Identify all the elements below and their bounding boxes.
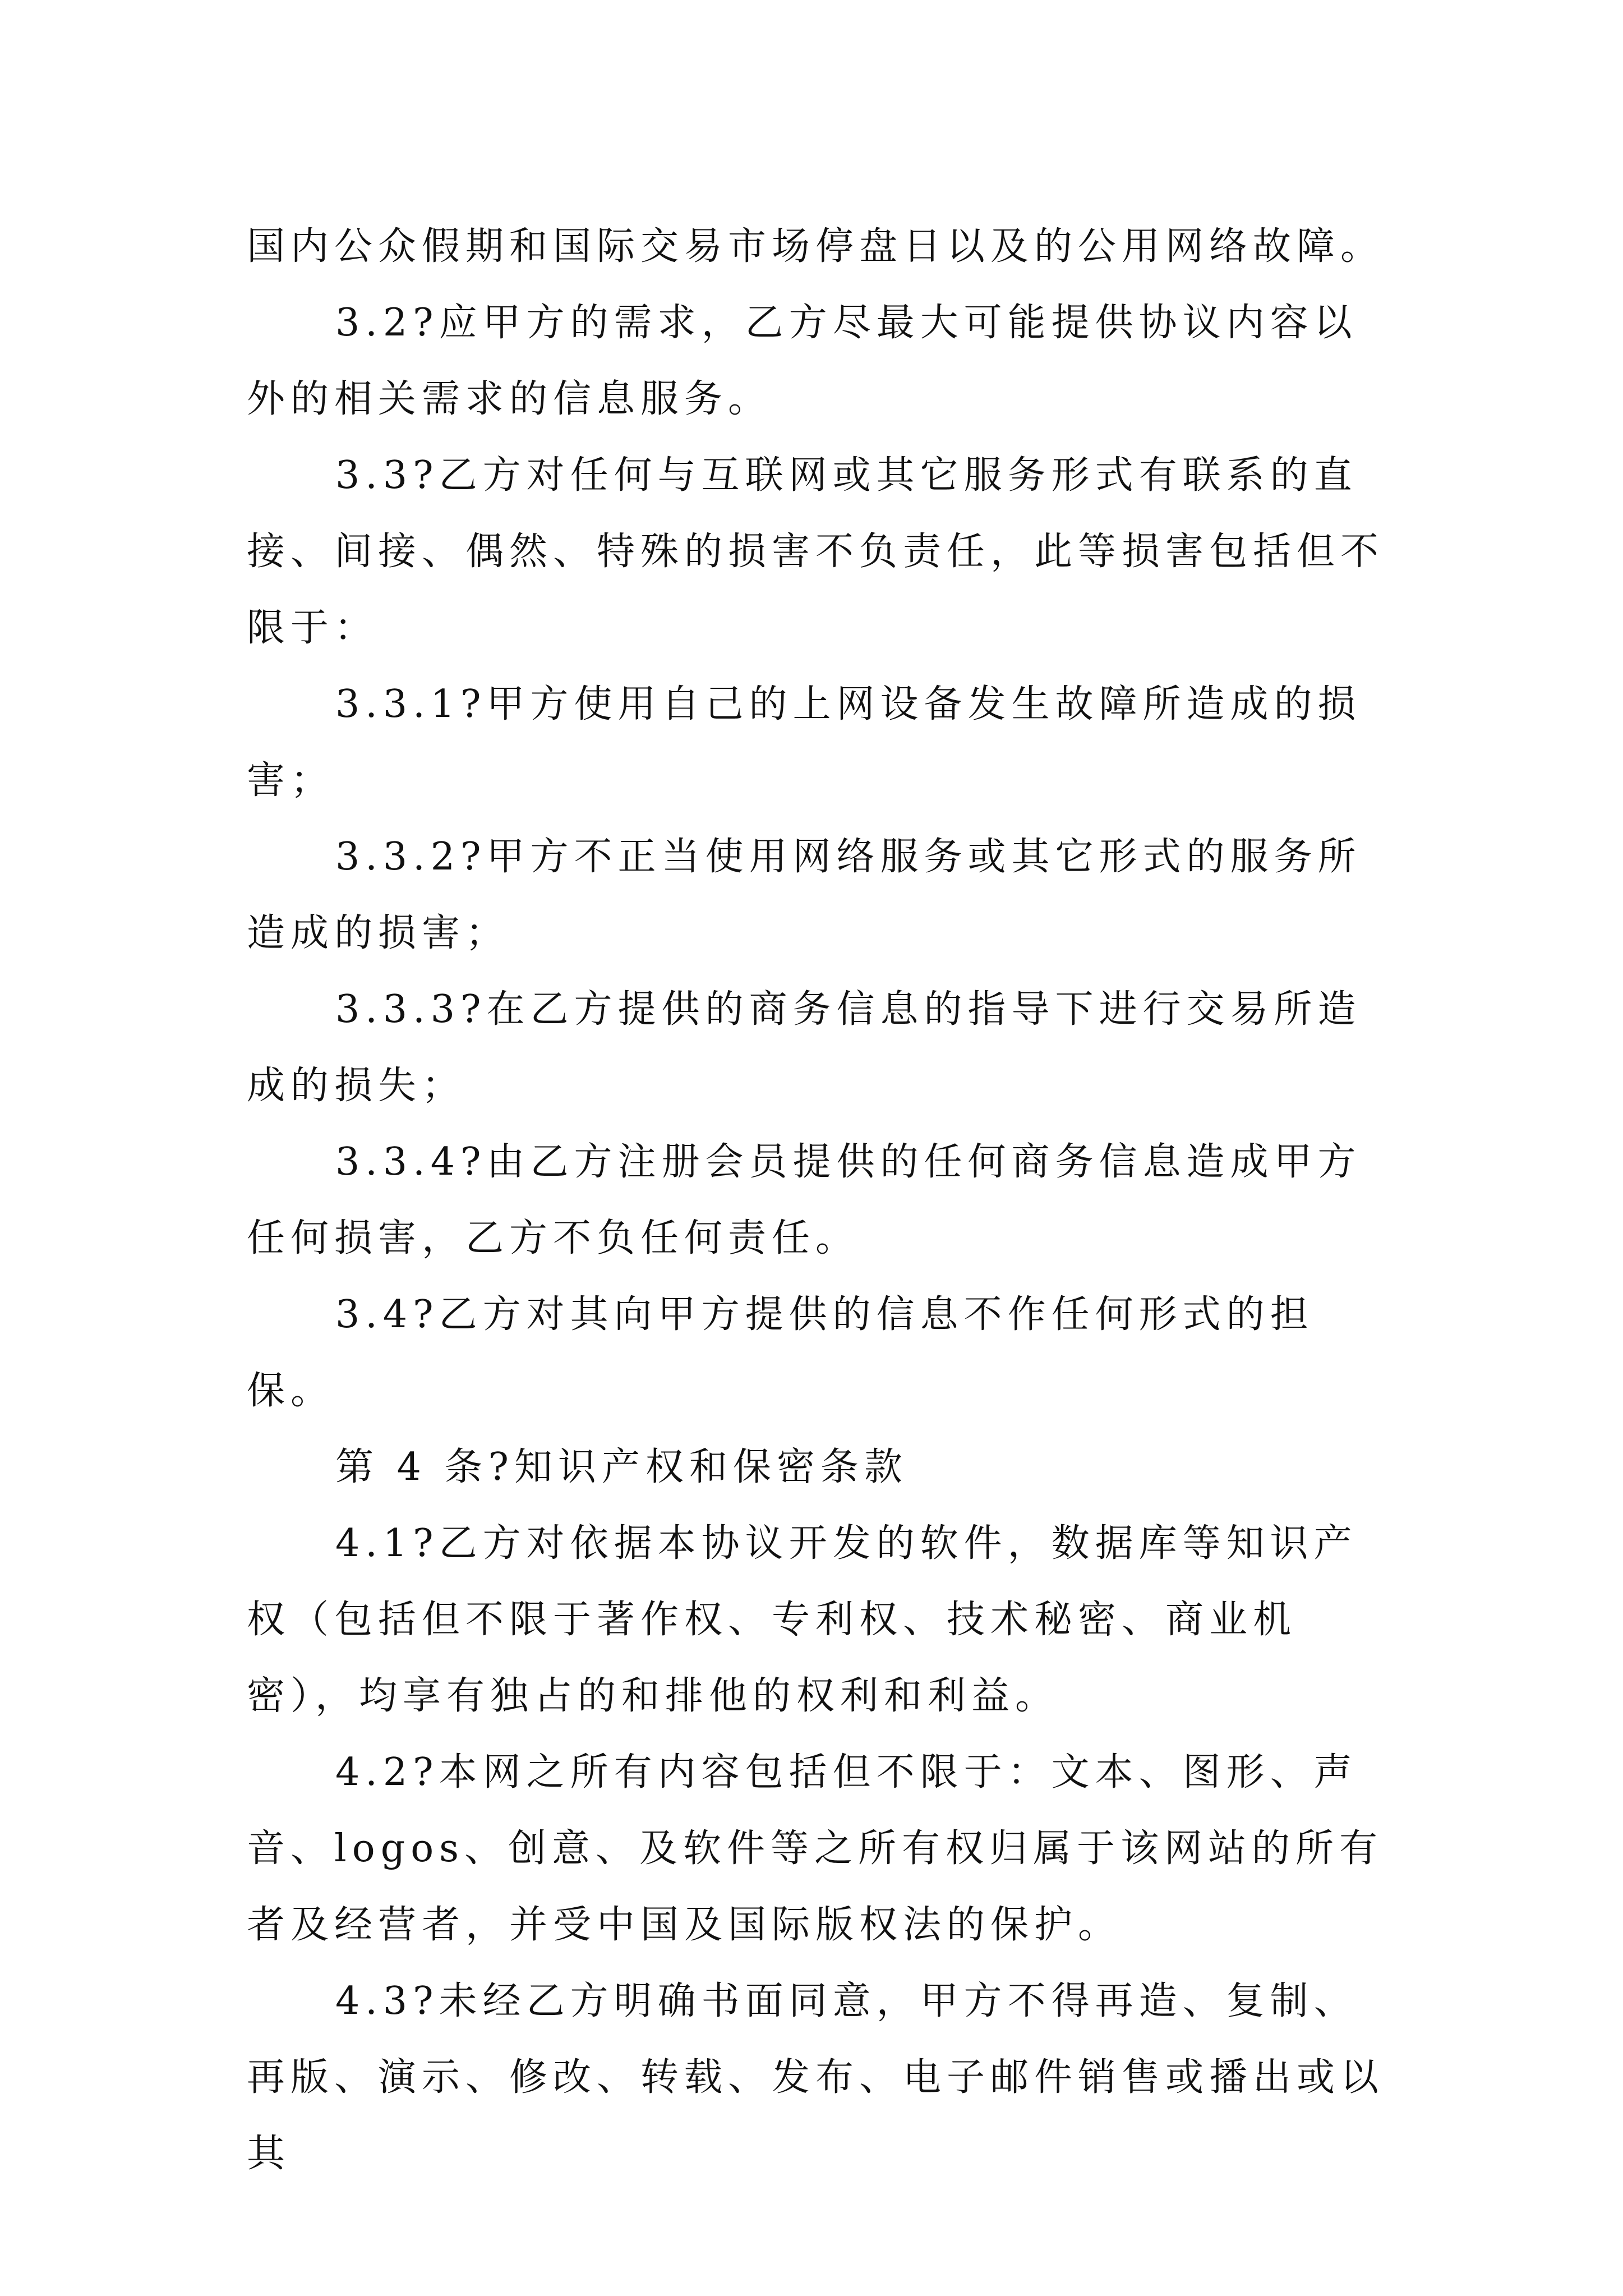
clause-4-1: 4.1?乙方对依据本协议开发的软件，数据库等知识产权（包括但不限于著作权、专利权、技术秘密、商业机密），均享有独占的和排他的权利和利益。 (247, 1521, 1358, 1718)
clause-3-3: 3.3?乙方对任何与互联网或其它服务形式有联系的直接、间接、偶然、特殊的损害不负责任，此等损害包括但不限于： (247, 453, 1385, 650)
clause-4-2: 4.2?本网之所有内容包括但不限于：文本、图形、声音、logos、创意、及软件等之所有权归属于该网站的所有者及经营者，并受中国及国际版权法的保护。 (247, 1750, 1384, 1947)
clause-3-4: 3.4?乙方对其向甲方提供的信息不作任何形式的担保。 (247, 1292, 1314, 1413)
clause-3-2: 3.2?应甲方的需求，乙方尽最大可能提供协议内容以外的相关需求的信息服务。 (247, 301, 1358, 421)
article-4-heading: 第 4 条?知识产权和保密条款 (335, 1445, 908, 1489)
clause-3-3-1: 3.3.1?甲方使用自己的上网设备发生故障所造成的损害； (247, 682, 1362, 803)
clause-4-3: 4.3?未经乙方明确书面同意，甲方不得再造、复制、再版、演示、修改、转载、发布、电子邮件销售或播出或以其 (247, 1979, 1385, 2176)
paragraph-continuation: 国内公众假期和国际交易市场停盘日以及的公用网络故障。 (247, 224, 1385, 269)
document-body (247, 209, 1391, 2192)
clause-3-3-4: 3.3.4?由乙方注册会员提供的任何商务信息造成甲方任何损害，乙方不负任何责任。 (247, 1140, 1362, 1260)
clause-3-3-2: 3.3.2?甲方不正当使用网络服务或其它形式的服务所造成的损害； (247, 835, 1362, 955)
clause-3-3-3: 3.3.3?在乙方提供的商务信息的指导下进行交易所造成的损失； (247, 987, 1362, 1108)
